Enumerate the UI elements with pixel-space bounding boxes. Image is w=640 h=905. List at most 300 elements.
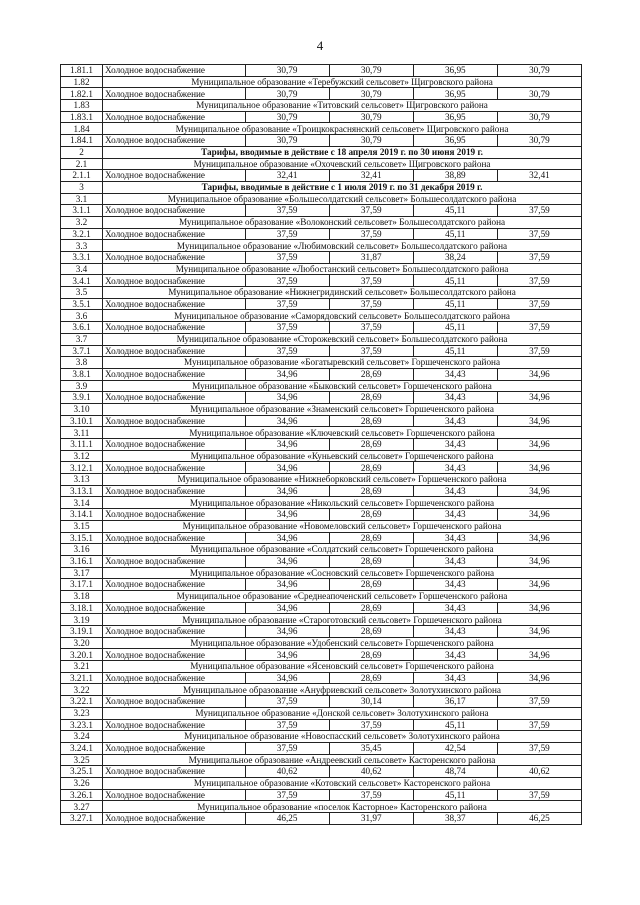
tariff-value: 34,96 <box>245 368 329 380</box>
row-number: 3.10.1 <box>61 415 103 427</box>
tariff-value: 28,69 <box>329 368 413 380</box>
municipality-name: Муниципальное образование «Теребужский сельсовет» Щигровского района <box>103 76 582 88</box>
row-number: 3.14.1 <box>61 509 103 521</box>
row-number: 3.15.1 <box>61 532 103 544</box>
row-number: 3.26.1 <box>61 789 103 801</box>
tariff-value: 28,69 <box>329 462 413 474</box>
row-number: 3.1 <box>61 193 103 205</box>
row-number: 3.16 <box>61 544 103 556</box>
municipality-name: Муниципальное образование «Андреевский сельсовет» Касторенского района <box>103 754 582 766</box>
row-number: 3.19 <box>61 614 103 626</box>
tariff-value: 34,43 <box>413 392 497 404</box>
municipality-name: Муниципальное образование «Богатыревский сельсовет» Горшеченского района <box>103 357 582 369</box>
row-number: 1.83 <box>61 100 103 112</box>
service-name: Холодное водоснабжение <box>103 228 246 240</box>
tariff-row <box>61 649 582 661</box>
tariff-value: 30,79 <box>245 65 329 77</box>
municipality-row <box>61 158 582 170</box>
municipality-name: Муниципальное образование «Охочевский сельсовет» Щигровского района <box>103 158 582 170</box>
service-name: Холодное водоснабжение <box>103 170 246 182</box>
row-number: 3.25.1 <box>61 766 103 778</box>
municipality-row <box>61 193 582 205</box>
tariff-row <box>61 462 582 474</box>
tariff-value: 34,96 <box>497 509 581 521</box>
row-number: 3.2.1 <box>61 228 103 240</box>
municipality-name: Муниципальное образование «Удобенский сельсовет» Горшеченского района <box>103 637 582 649</box>
tariff-value: 28,69 <box>329 485 413 497</box>
service-name: Холодное водоснабжение <box>103 392 246 404</box>
service-name: Холодное водоснабжение <box>103 696 246 708</box>
tariff-value: 34,43 <box>413 579 497 591</box>
tariff-value: 45,11 <box>413 228 497 240</box>
tariff-value: 34,96 <box>245 392 329 404</box>
row-number: 3.7 <box>61 333 103 345</box>
tariff-row <box>61 439 582 451</box>
tariff-value: 31,87 <box>329 252 413 264</box>
municipality-name: Муниципальное образование «Новомеловский сельсовет» Горшеченского района <box>103 520 582 532</box>
municipality-row <box>61 474 582 486</box>
tariff-row <box>61 626 582 638</box>
tariff-value: 34,43 <box>413 462 497 474</box>
row-number: 3.5.1 <box>61 298 103 310</box>
municipality-name: Муниципальное образование «Куньевский сельсовет» Горшеченского района <box>103 450 582 462</box>
tariff-value: 45,11 <box>413 719 497 731</box>
tariff-value: 34,43 <box>413 485 497 497</box>
service-name: Холодное водоснабжение <box>103 532 246 544</box>
row-number: 3.27 <box>61 801 103 813</box>
row-number: 3.12 <box>61 450 103 462</box>
tariff-value: 45,11 <box>413 789 497 801</box>
municipality-name: Муниципальное образование «Котовский сельсовет» Касторенского района <box>103 777 582 789</box>
service-name: Холодное водоснабжение <box>103 602 246 614</box>
municipality-row <box>61 520 582 532</box>
row-number: 3.11 <box>61 427 103 439</box>
municipality-name: Муниципальное образование «Ключевский сельсовет» Горшеченского района <box>103 427 582 439</box>
tariff-value: 37,59 <box>245 719 329 731</box>
tariff-value: 34,96 <box>245 672 329 684</box>
tariff-value: 35,45 <box>329 742 413 754</box>
tariff-value: 30,79 <box>245 88 329 100</box>
tariff-value: 34,96 <box>245 649 329 661</box>
tariff-value: 34,96 <box>497 368 581 380</box>
service-name: Холодное водоснабжение <box>103 485 246 497</box>
tariff-value: 28,69 <box>329 415 413 427</box>
tariff-value: 30,79 <box>329 135 413 147</box>
service-name: Холодное водоснабжение <box>103 368 246 380</box>
tariff-value: 34,96 <box>497 392 581 404</box>
tariff-value: 37,59 <box>245 345 329 357</box>
tariff-value: 38,89 <box>413 170 497 182</box>
tariff-value: 45,11 <box>413 205 497 217</box>
tariff-value: 28,69 <box>329 649 413 661</box>
municipality-row <box>61 100 582 112</box>
tariff-value: 37,59 <box>497 275 581 287</box>
tariff-value: 30,79 <box>497 135 581 147</box>
tariff-value: 38,37 <box>413 813 497 825</box>
tariff-row <box>61 111 582 123</box>
row-number: 2.1 <box>61 158 103 170</box>
service-name: Холодное водоснабжение <box>103 415 246 427</box>
row-number: 3.17.1 <box>61 579 103 591</box>
municipality-name: Муниципальное образование «Большесолдатский сельсовет» Большесолдатского района <box>103 193 582 205</box>
row-number: 3.22.1 <box>61 696 103 708</box>
tariff-value: 34,43 <box>413 415 497 427</box>
service-name: Холодное водоснабжение <box>103 439 246 451</box>
tariff-value: 34,43 <box>413 602 497 614</box>
row-number: 3.22 <box>61 684 103 696</box>
tariff-value: 34,96 <box>245 415 329 427</box>
row-number: 3.23.1 <box>61 719 103 731</box>
municipality-row <box>61 684 582 696</box>
service-name: Холодное водоснабжение <box>103 509 246 521</box>
municipality-row <box>61 263 582 275</box>
service-name: Холодное водоснабжение <box>103 275 246 287</box>
municipality-name: Муниципальное образование «Нижнеборковский сельсовет» Горшеченского района <box>103 474 582 486</box>
municipality-name: Муниципальное образование «Ануфриевский сельсовет» Золотухинского района <box>103 684 582 696</box>
tariff-value: 34,43 <box>413 532 497 544</box>
tariff-value: 34,96 <box>245 626 329 638</box>
tariff-value: 28,69 <box>329 579 413 591</box>
tariff-value: 37,59 <box>329 228 413 240</box>
service-name: Холодное водоснабжение <box>103 789 246 801</box>
row-number: 3.20.1 <box>61 649 103 661</box>
tariff-value: 37,59 <box>329 205 413 217</box>
row-number: 3.24.1 <box>61 742 103 754</box>
tariff-value: 30,79 <box>497 111 581 123</box>
tariff-value: 37,59 <box>497 696 581 708</box>
tariff-value: 34,43 <box>413 368 497 380</box>
tariff-value: 38,24 <box>413 252 497 264</box>
tariff-value: 40,62 <box>329 766 413 778</box>
section-title: Тарифы, вводимые в действие с 1 июля 2019 г. по 31 декабря 2019 г. <box>103 181 582 193</box>
municipality-name: Муниципальное образование «Быковский сельсовет» Горшеченского района <box>103 380 582 392</box>
municipality-name: Муниципальное образование «Солдатский сельсовет» Горшеченского района <box>103 544 582 556</box>
tariff-value: 46,25 <box>245 813 329 825</box>
municipality-row <box>61 661 582 673</box>
service-name: Холодное водоснабжение <box>103 298 246 310</box>
tariff-row <box>61 205 582 217</box>
tariff-value: 30,79 <box>245 135 329 147</box>
row-number: 3.14 <box>61 497 103 509</box>
tariff-value: 28,69 <box>329 672 413 684</box>
tariff-value: 45,11 <box>413 345 497 357</box>
row-number: 3.10 <box>61 403 103 415</box>
row-number: 3.7.1 <box>61 345 103 357</box>
tariff-value: 37,59 <box>245 742 329 754</box>
municipality-row <box>61 731 582 743</box>
tariff-value: 45,11 <box>413 275 497 287</box>
tariff-row <box>61 322 582 334</box>
tariff-row <box>61 415 582 427</box>
tariff-value: 37,59 <box>329 275 413 287</box>
tariff-value: 34,96 <box>497 579 581 591</box>
row-number: 3.3.1 <box>61 252 103 264</box>
section-header-row <box>61 146 582 158</box>
row-number: 3.2 <box>61 216 103 228</box>
tariff-value: 37,59 <box>497 228 581 240</box>
tariff-value: 34,96 <box>245 509 329 521</box>
tariff-value: 40,62 <box>245 766 329 778</box>
tariff-table <box>60 64 582 825</box>
service-name: Холодное водоснабжение <box>103 579 246 591</box>
row-number: 3.11.1 <box>61 439 103 451</box>
municipality-row <box>61 590 582 602</box>
service-name: Холодное водоснабжение <box>103 672 246 684</box>
row-number: 3.8.1 <box>61 368 103 380</box>
municipality-row <box>61 777 582 789</box>
tariff-row <box>61 719 582 731</box>
tariff-row <box>61 345 582 357</box>
municipality-name: Муниципальное образование «Нижнегридинский сельсовет» Большесолдатского района <box>103 287 582 299</box>
row-number: 3.6 <box>61 310 103 322</box>
tariff-value: 28,69 <box>329 439 413 451</box>
row-number: 3.9.1 <box>61 392 103 404</box>
tariff-value: 28,69 <box>329 626 413 638</box>
tariff-value: 34,96 <box>245 579 329 591</box>
tariff-row <box>61 275 582 287</box>
tariff-value: 28,69 <box>329 602 413 614</box>
tariff-row <box>61 392 582 404</box>
tariff-value: 34,43 <box>413 626 497 638</box>
row-number: 3.20 <box>61 637 103 649</box>
municipality-name: Муниципальное образование «Титовский сельсовет» Щигровского района <box>103 100 582 112</box>
municipality-name: Муниципальное образование «Донской сельсовет» Золотухинского района <box>103 707 582 719</box>
tariff-value: 30,79 <box>329 65 413 77</box>
tariff-value: 34,96 <box>245 602 329 614</box>
tariff-value: 37,59 <box>497 322 581 334</box>
tariff-table-body <box>61 65 582 825</box>
tariff-value: 34,43 <box>413 672 497 684</box>
tariff-value: 34,96 <box>497 555 581 567</box>
tariff-row <box>61 485 582 497</box>
row-number: 3.9 <box>61 380 103 392</box>
row-number: 2.1.1 <box>61 170 103 182</box>
municipality-row <box>61 216 582 228</box>
tariff-row <box>61 602 582 614</box>
municipality-name: Муниципальное образование «Любимовский сельсовет» Большесолдатского района <box>103 240 582 252</box>
tariff-value: 30,79 <box>329 88 413 100</box>
tariff-value: 34,96 <box>497 602 581 614</box>
service-name: Холодное водоснабжение <box>103 205 246 217</box>
tariff-value: 37,59 <box>245 789 329 801</box>
row-number: 3.25 <box>61 754 103 766</box>
municipality-row <box>61 310 582 322</box>
row-number: 3.19.1 <box>61 626 103 638</box>
tariff-value: 30,14 <box>329 696 413 708</box>
municipality-row <box>61 754 582 766</box>
row-number: 1.84 <box>61 123 103 135</box>
row-number: 3.17 <box>61 567 103 579</box>
tariff-value: 36,95 <box>413 111 497 123</box>
municipality-row <box>61 427 582 439</box>
tariff-value: 48,74 <box>413 766 497 778</box>
municipality-row <box>61 287 582 299</box>
tariff-value: 36,95 <box>413 135 497 147</box>
municipality-row <box>61 403 582 415</box>
tariff-value: 36,17 <box>413 696 497 708</box>
row-number: 1.81.1 <box>61 65 103 77</box>
tariff-value: 32,41 <box>329 170 413 182</box>
tariff-value: 37,59 <box>329 298 413 310</box>
tariff-value: 37,59 <box>497 205 581 217</box>
tariff-value: 40,62 <box>497 766 581 778</box>
tariff-value: 37,59 <box>497 298 581 310</box>
tariff-row <box>61 135 582 147</box>
service-name: Холодное водоснабжение <box>103 111 246 123</box>
municipality-row <box>61 497 582 509</box>
service-name: Холодное водоснабжение <box>103 322 246 334</box>
tariff-value: 37,59 <box>245 252 329 264</box>
tariff-value: 45,11 <box>413 298 497 310</box>
municipality-row <box>61 614 582 626</box>
tariff-value: 34,43 <box>413 509 497 521</box>
tariff-row <box>61 298 582 310</box>
tariff-value: 32,41 <box>245 170 329 182</box>
row-number: 1.83.1 <box>61 111 103 123</box>
tariff-row <box>61 789 582 801</box>
municipality-row <box>61 240 582 252</box>
municipality-row <box>61 707 582 719</box>
tariff-row <box>61 252 582 264</box>
tariff-row <box>61 555 582 567</box>
tariff-value: 34,96 <box>497 672 581 684</box>
row-number: 3.21 <box>61 661 103 673</box>
tariff-row <box>61 742 582 754</box>
tariff-value: 30,79 <box>245 111 329 123</box>
tariff-value: 34,96 <box>497 462 581 474</box>
municipality-row <box>61 76 582 88</box>
tariff-row <box>61 65 582 77</box>
row-number: 3.4 <box>61 263 103 275</box>
row-number: 2 <box>61 146 103 158</box>
service-name: Холодное водоснабжение <box>103 345 246 357</box>
tariff-value: 42,54 <box>413 742 497 754</box>
service-name: Холодное водоснабжение <box>103 742 246 754</box>
tariff-value: 36,95 <box>413 88 497 100</box>
municipality-row <box>61 450 582 462</box>
row-number: 1.82 <box>61 76 103 88</box>
tariff-value: 37,59 <box>329 345 413 357</box>
tariff-value: 37,59 <box>245 298 329 310</box>
tariff-value: 37,59 <box>497 252 581 264</box>
municipality-name: Муниципальное образование «Среднеапоченский сельсовет» Горшеченского района <box>103 590 582 602</box>
row-number: 3.26 <box>61 777 103 789</box>
row-number: 3.18 <box>61 590 103 602</box>
service-name: Холодное водоснабжение <box>103 88 246 100</box>
tariff-value: 34,96 <box>497 649 581 661</box>
row-number: 3.27.1 <box>61 813 103 825</box>
tariff-row <box>61 696 582 708</box>
tariff-value: 34,43 <box>413 439 497 451</box>
row-number: 3.12.1 <box>61 462 103 474</box>
service-name: Холодное водоснабжение <box>103 719 246 731</box>
tariff-value: 37,59 <box>329 322 413 334</box>
tariff-row <box>61 672 582 684</box>
tariff-value: 34,96 <box>245 532 329 544</box>
tariff-value: 34,96 <box>497 415 581 427</box>
service-name: Холодное водоснабжение <box>103 252 246 264</box>
tariff-value: 28,69 <box>329 555 413 567</box>
service-name: Холодное водоснабжение <box>103 649 246 661</box>
row-number: 3.5 <box>61 287 103 299</box>
row-number: 3.8 <box>61 357 103 369</box>
municipality-row <box>61 567 582 579</box>
municipality-name: Муниципальное образование «поселок Касторное» Касторенского района <box>103 801 582 813</box>
tariff-value: 45,11 <box>413 322 497 334</box>
page-number: 4 <box>316 38 324 53</box>
tariff-value: 30,79 <box>329 111 413 123</box>
tariff-value: 34,96 <box>497 626 581 638</box>
tariff-row <box>61 509 582 521</box>
row-number: 3.6.1 <box>61 322 103 334</box>
row-number: 1.82.1 <box>61 88 103 100</box>
municipality-row <box>61 637 582 649</box>
tariff-value: 30,79 <box>497 88 581 100</box>
tariff-row <box>61 170 582 182</box>
municipality-row <box>61 801 582 813</box>
municipality-row <box>61 544 582 556</box>
tariff-value: 34,96 <box>245 462 329 474</box>
row-number: 3.16.1 <box>61 555 103 567</box>
section-title: Тарифы, вводимые в действие с 18 апреля 2019 г. по 30 июня 2019 г. <box>103 146 582 158</box>
tariff-row <box>61 813 582 825</box>
municipality-name: Муниципальное образование «Новоспасский сельсовет» Золотухинского района <box>103 731 582 743</box>
tariff-row <box>61 368 582 380</box>
tariff-value: 37,59 <box>329 789 413 801</box>
tariff-value: 34,96 <box>497 485 581 497</box>
tariff-value: 32,41 <box>497 170 581 182</box>
tariff-value: 37,59 <box>497 742 581 754</box>
municipality-name: Муниципальное образование «Знаменский сельсовет» Горшеченского района <box>103 403 582 415</box>
tariff-value: 28,69 <box>329 532 413 544</box>
municipality-name: Муниципальное образование «Никольский сельсовет» Горшеченского района <box>103 497 582 509</box>
row-number: 3.3 <box>61 240 103 252</box>
tariff-value: 46,25 <box>497 813 581 825</box>
municipality-name: Муниципальное образование «Волоконский сельсовет» Большесолдатского района <box>103 216 582 228</box>
service-name: Холодное водоснабжение <box>103 462 246 474</box>
municipality-name: Муниципальное образование «Саморядовский сельсовет» Большесолдатского района <box>103 310 582 322</box>
municipality-name: Муниципальное образование «Ясеновский сельсовет» Горшеченского района <box>103 661 582 673</box>
tariff-value: 37,59 <box>497 789 581 801</box>
tariff-value: 37,59 <box>245 275 329 287</box>
row-number: 3.21.1 <box>61 672 103 684</box>
municipality-row <box>61 333 582 345</box>
tariff-value: 34,43 <box>413 555 497 567</box>
service-name: Холодное водоснабжение <box>103 813 246 825</box>
tariff-row <box>61 579 582 591</box>
municipality-row <box>61 123 582 135</box>
row-number: 3 <box>61 181 103 193</box>
municipality-name: Муниципальное образование «Любостанский сельсовет» Большесолдатского района <box>103 263 582 275</box>
tariff-value: 37,59 <box>245 322 329 334</box>
municipality-name: Муниципальное образование «Староготовский сельсовет» Горшеченского района <box>103 614 582 626</box>
tariff-value: 34,96 <box>245 555 329 567</box>
section-header-row <box>61 181 582 193</box>
tariff-row <box>61 228 582 240</box>
tariff-row <box>61 532 582 544</box>
row-number: 3.24 <box>61 731 103 743</box>
tariff-value: 34,96 <box>245 485 329 497</box>
tariff-value: 37,59 <box>329 719 413 731</box>
row-number: 3.13.1 <box>61 485 103 497</box>
row-number: 3.23 <box>61 707 103 719</box>
tariff-value: 34,43 <box>413 649 497 661</box>
tariff-value: 37,59 <box>245 696 329 708</box>
municipality-row <box>61 357 582 369</box>
service-name: Холодное водоснабжение <box>103 135 246 147</box>
tariff-value: 30,79 <box>497 65 581 77</box>
row-number: 3.4.1 <box>61 275 103 287</box>
